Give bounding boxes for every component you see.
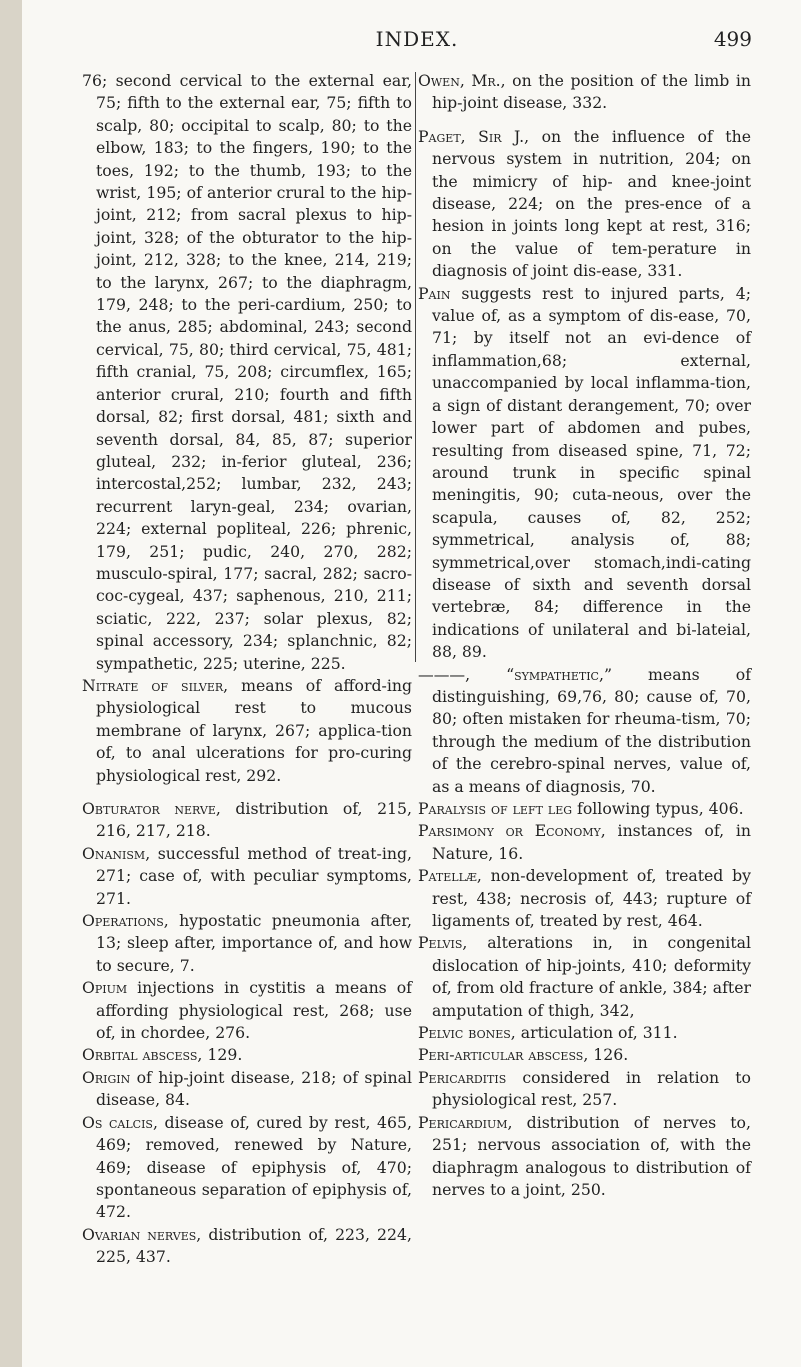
index-entry [418,820,751,865]
index-text: articulation of, 311. [515,1023,678,1043]
index-heading: Owen, Mr., [418,71,506,90]
index-heading: Peri-articular abscess, [418,1045,589,1065]
index-entry [418,1112,751,1202]
index-heading: ———, “sympathetic,” [418,664,612,684]
index-text: 76; second cervical to the external ear, 75; fifth to the external ear, 75; fifth to scalp, 80; occipital to scalp, 80; to the elbow, 183; to the fingers, 190; to the toes, 192; to the thumb, 193; to the wrist, 195; of anterior crural to the hip-joint, 212; from sacral plexus to hip-joint, 328; of the obturator to the hip-joint, 212, 328; to the knee, 214, 219; to the larynx, 267; to the diaphragm, 179, 248; to the peri-cardium, 250; to the anus, 285; abdominal, 243; second cervical, 75, 80; third cervical, 75, 481; fifth cranial, 75, 208; circumflex, 165; anterior crural, 210; fourth and fifth dorsal, 82; first dorsal, 481; sixth and seventh dorsal, 84, 85, 87; superior gluteal, 232; in-ferior gluteal, 236; intercostal,252; lumbar, 232, 243; recurrent laryn-geal, 234; ovarian, 224; external popliteal, 226; phrenic, 179, 251; pudic, 240, 270, 282; musculo-spiral, 177; sacral, 282; sacro-coc-cygeal, 437; saphenous, 210, 211; sciatic, 222, 237; solar plexus, 82; spinal accessory, 234; splanchnic, 82; sympathetic, 225; uterine, 225. [82,71,412,673]
index-text: 126. [588,1045,629,1065]
index-text: distribution of nerves to, 251; nervous association of, with the diaphragm analogous to distribution of nerves to a joint, 250. [432,1112,751,1199]
index-text: 129. [202,1045,243,1065]
index-text: suggests rest to injured parts, 4; value of, as a symptom of dis-ease, 70, 71; by itself not an evi-dence of inflammation,68; external, unaccompanied by local inflamma-tion, a sign of distant derangement, 70; over lower part of abdomen and pubes, resulting from diseased spine, 71, 72; around trunk in specific spinal meningitis, 90; cuta-neous, over the scapula, causes of, 82, 252; symmetrical, analysis of, 88; symmetrical,over stomach,indi-cating disease of sixth and seventh dorsal vertebræ, 84; difference in the indications of unilateral and bi-lateial, 88, 89. [432,283,751,662]
index-entry [418,70,751,115]
index-entry [418,283,751,664]
index-heading: Os calcis, [82,1112,158,1132]
index-entry [418,1067,751,1112]
index-text: instances of, in Nature, 16. [432,821,751,863]
index-heading: Pain [418,283,451,303]
column-divider [415,72,416,662]
index-text: successful method of treat-ing, 271; case of, with peculiar symptoms, 271. [96,843,412,908]
index-entry [82,1224,412,1269]
page-edge-shadow [0,0,22,1367]
index-heading: Paget, Sir J., [418,126,530,146]
index-entry [418,1044,751,1066]
index-text: of hip-joint disease, 218; of spinal disease, 84. [96,1067,412,1110]
index-entry [418,664,751,798]
index-entry [82,843,412,910]
index-heading: Paralysis of left leg [418,799,573,818]
running-title: INDEX. [375,27,459,51]
index-entry [418,126,751,283]
index-heading: Onanism, [82,843,151,863]
page-header [82,27,752,57]
index-heading: Ovarian nerves, [82,1224,202,1244]
index-heading: Obturator nerve, [82,799,221,818]
index-text: non-development of, treated by rest, 438; necrosis of, 443; rupture of ligaments of, treated by rest, 464. [432,866,751,931]
index-heading: Pericarditis [418,1067,507,1087]
index-column-right [418,70,751,1201]
index-heading: Pelvic bones, [418,1023,516,1043]
index-entry [418,1022,751,1044]
index-entry [82,1044,412,1066]
index-text: hypostatic pneumonia after, 13; sleep after, importance of, and how to secure, 7. [96,911,412,975]
index-text: injections in cystitis a means of affording physiological rest, 268; use of, in chordee, 276. [96,978,412,1043]
index-entry [82,798,412,843]
index-entry [82,70,412,675]
index-heading: Orbital abscess, [82,1045,203,1065]
index-text: on the position of the limb in hip-joint disease, 332. [432,71,751,113]
index-heading: Pericardium, [418,1112,513,1132]
index-entry [82,1112,412,1224]
index-entry [418,932,751,1022]
index-heading: Patellæ, [418,866,482,886]
index-entry [82,675,412,787]
index-text: considered in relation to physiological rest, 257. [432,1067,751,1110]
index-entry [82,910,412,977]
index-text: means of distinguishing, 69,76, 80; cause of, 70, 80; often mistaken for rheuma-tism, 70; through the medium of the distribution of the cerebro-spinal nerves, value of, as a means of diagnosis, 70. [432,664,751,796]
index-text: on the influence of the nervous system in nutrition, 204; on the mimicry of hip- and knee-joint disease, 224; on the pres-ence of a hesion in joints long kept at rest, 316; on the value of tem-perature in diagnosis of joint dis-ease, 331. [432,126,751,281]
index-heading: Origin [82,1067,131,1087]
index-entry [82,1067,412,1112]
index-text: disease of, cured by rest, 465, 469; removed, renewed by Nature, 469; disease of epiphysis of, 470; spontaneous separation of epiphysis of, 472. [96,1112,412,1222]
index-text: distribution of, 215, 216, 217, 218. [96,799,413,841]
index-heading: Nitrate of silver, [82,675,229,695]
index-entry [418,865,751,932]
index-heading: Opium [82,978,128,998]
index-text: following typus, 406. [572,799,744,818]
index-text: distribution of, 223, 224, 225, 437. [96,1224,412,1267]
index-column-left [82,70,412,1269]
page-number: 499 [713,27,752,51]
index-text: means of afford-ing physiological rest to mucous membrane of larynx, 267; applica-tion of, to anal ulcerations for pro-curing physiological rest, 292. [96,675,412,785]
index-entry [82,977,412,1044]
index-entry [418,798,751,820]
index-heading: Parsimony or Economy, [418,821,606,841]
index-text: alterations in, in congenital dislocation of hip-joints, 410; deformity of, from old fracture of ankle, 384; after amputation of thigh, 342, [432,933,751,1020]
index-heading: Operations, [82,911,169,931]
index-heading: Pelvis, [418,933,468,953]
